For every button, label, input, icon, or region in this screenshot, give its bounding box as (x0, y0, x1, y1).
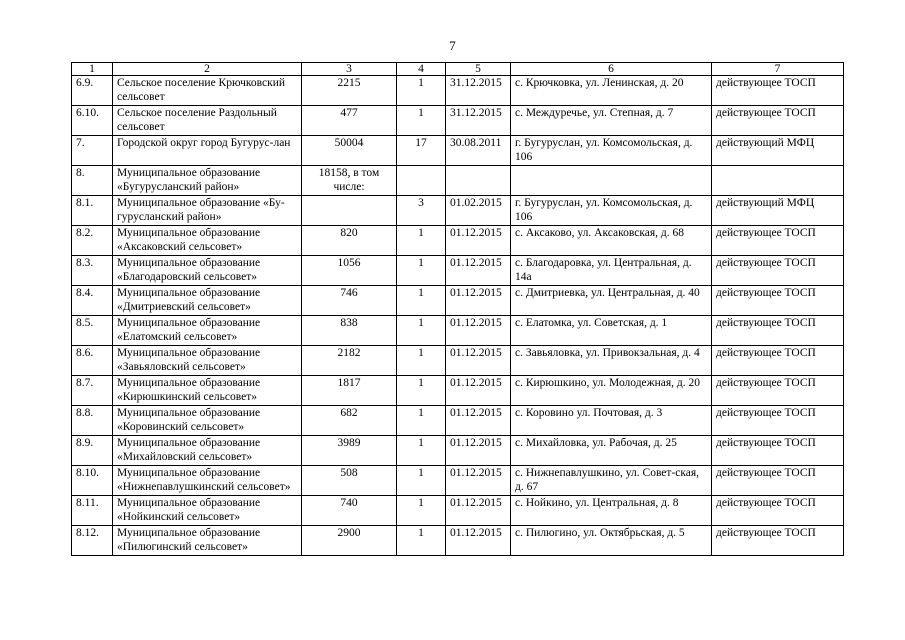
row-number-cell: 8. (72, 166, 113, 196)
header-col-3: 3 (302, 63, 397, 76)
page-number: 7 (449, 38, 456, 53)
population-cell: 2900 (302, 526, 397, 556)
windows-count-cell: 17 (397, 136, 446, 166)
address-cell: с. Пилюгино, ул. Октябрьская, д. 5 (511, 526, 712, 556)
address-cell: с. Елатомка, ул. Советская, д. 1 (511, 316, 712, 346)
table-row (72, 166, 844, 196)
municipality-cell: Муниципальное образование «Нойкинский сельсовет» (113, 496, 302, 526)
status-cell: действующее ТОСП (712, 226, 844, 256)
table-row (72, 466, 844, 496)
municipality-cell: Муниципальное образование «Завьяловский сельсовет» (113, 346, 302, 376)
population-cell: 1056 (302, 256, 397, 286)
status-cell: действующее ТОСП (712, 466, 844, 496)
registry-table (71, 62, 844, 556)
address-cell: г. Бугуруслан, ул. Комсомольская, д. 106 (511, 136, 712, 166)
windows-count-cell: 1 (397, 406, 446, 436)
date-cell: 01.12.2015 (446, 286, 511, 316)
status-cell: действующее ТОСП (712, 526, 844, 556)
windows-count-cell: 1 (397, 316, 446, 346)
date-cell: 30.08.2011 (446, 136, 511, 166)
table-row (72, 436, 844, 466)
row-number-cell: 8.9. (72, 436, 113, 466)
address-cell: с. Нижнепавлушкино, ул. Совет-ская, д. 67 (511, 466, 712, 496)
status-cell: действующий МФЦ (712, 136, 844, 166)
municipality-cell: Муниципальное образование «Елатомский сельсовет» (113, 316, 302, 346)
municipality-cell: Муниципальное образование «Бу-гурусланский район» (113, 196, 302, 226)
population-cell: 838 (302, 316, 397, 346)
date-cell: 01.12.2015 (446, 256, 511, 286)
population-cell: 2215 (302, 76, 397, 106)
row-number-cell: 6.9. (72, 76, 113, 106)
date-cell: 01.12.2015 (446, 496, 511, 526)
date-cell: 01.12.2015 (446, 406, 511, 436)
header-col-5: 5 (446, 63, 511, 76)
date-cell: 01.12.2015 (446, 376, 511, 406)
status-cell: действующее ТОСП (712, 76, 844, 106)
status-cell: действующее ТОСП (712, 406, 844, 436)
table-row (72, 376, 844, 406)
population-cell: 1817 (302, 376, 397, 406)
municipality-cell: Муниципальное образование «Благодаровский сельсовет» (113, 256, 302, 286)
windows-count-cell: 1 (397, 346, 446, 376)
date-cell: 01.12.2015 (446, 466, 511, 496)
row-number-cell: 8.7. (72, 376, 113, 406)
address-cell: с. Междуречье, ул. Степная, д. 7 (511, 106, 712, 136)
municipality-cell: Муниципальное образование «Михайловский сельсовет» (113, 436, 302, 466)
address-cell: г. Бугуруслан, ул. Комсомольская, д. 106 (511, 196, 712, 226)
status-cell: действующий МФЦ (712, 196, 844, 226)
row-number-cell: 6.10. (72, 106, 113, 136)
row-number-cell: 8.3. (72, 256, 113, 286)
municipality-cell: Муниципальное образование «Нижнепавлушкинский сельсовет» (113, 466, 302, 496)
address-cell: с. Аксаково, ул. Аксаковская, д. 68 (511, 226, 712, 256)
table-row (72, 286, 844, 316)
windows-count-cell: 1 (397, 106, 446, 136)
population-cell: 740 (302, 496, 397, 526)
header-col-2: 2 (113, 63, 302, 76)
population-cell (302, 196, 397, 226)
header-col-6: 6 (511, 63, 712, 76)
municipality-cell: Муниципальное образование «Коровинский сельсовет» (113, 406, 302, 436)
municipality-cell: Муниципальное образование «Дмитриевский сельсовет» (113, 286, 302, 316)
table-row (72, 346, 844, 376)
table-row (72, 226, 844, 256)
address-cell: с. Завьяловка, ул. Привокзальная, д. 4 (511, 346, 712, 376)
municipality-cell: Сельское поселение Крючковский сельсовет (113, 76, 302, 106)
status-cell: действующее ТОСП (712, 376, 844, 406)
address-cell: с. Крючковка, ул. Ленинская, д. 20 (511, 76, 712, 106)
status-cell (712, 166, 844, 196)
address-cell: с. Кирюшкино, ул. Молодежная, д. 20 (511, 376, 712, 406)
date-cell: 01.02.2015 (446, 196, 511, 226)
windows-count-cell: 3 (397, 196, 446, 226)
table-row (72, 256, 844, 286)
population-cell: 2182 (302, 346, 397, 376)
table-row (72, 76, 844, 106)
municipality-cell: Муниципальное образование «Бугурусланский район» (113, 166, 302, 196)
population-cell: 682 (302, 406, 397, 436)
status-cell: действующее ТОСП (712, 496, 844, 526)
table-row (72, 316, 844, 346)
row-number-cell: 8.6. (72, 346, 113, 376)
status-cell: действующее ТОСП (712, 346, 844, 376)
address-cell: с. Благодаровка, ул. Центральная, д. 14а (511, 256, 712, 286)
row-number-cell: 8.5. (72, 316, 113, 346)
status-cell: действующее ТОСП (712, 316, 844, 346)
date-cell (446, 166, 511, 196)
table-row (72, 136, 844, 166)
address-cell (511, 166, 712, 196)
population-cell: 508 (302, 466, 397, 496)
table-row (72, 406, 844, 436)
population-cell: 746 (302, 286, 397, 316)
municipality-cell: Сельское поселение Раздольный сельсовет (113, 106, 302, 136)
status-cell: действующее ТОСП (712, 436, 844, 466)
date-cell: 01.12.2015 (446, 316, 511, 346)
row-number-cell: 8.1. (72, 196, 113, 226)
windows-count-cell: 1 (397, 286, 446, 316)
municipality-cell: Городской округ город Бугурус-лан (113, 136, 302, 166)
status-cell: действующее ТОСП (712, 286, 844, 316)
date-cell: 31.12.2015 (446, 76, 511, 106)
address-cell: с. Дмитриевка, ул. Центральная, д. 40 (511, 286, 712, 316)
address-cell: с. Нойкино, ул. Центральная, д. 8 (511, 496, 712, 526)
municipality-cell: Муниципальное образование «Пилюгинский сельсовет» (113, 526, 302, 556)
address-cell: с. Михайловка, ул. Рабочая, д. 25 (511, 436, 712, 466)
windows-count-cell: 1 (397, 226, 446, 256)
windows-count-cell: 1 (397, 436, 446, 466)
row-number-cell: 8.12. (72, 526, 113, 556)
date-cell: 01.12.2015 (446, 226, 511, 256)
date-cell: 31.12.2015 (446, 106, 511, 136)
row-number-cell: 8.8. (72, 406, 113, 436)
population-cell: 3989 (302, 436, 397, 466)
windows-count-cell: 1 (397, 466, 446, 496)
date-cell: 01.12.2015 (446, 346, 511, 376)
table-row (72, 496, 844, 526)
population-cell: 820 (302, 226, 397, 256)
status-cell: действующее ТОСП (712, 106, 844, 136)
address-cell: с. Коровино ул. Почтовая, д. 3 (511, 406, 712, 436)
header-col-4: 4 (397, 63, 446, 76)
population-cell: 50004 (302, 136, 397, 166)
windows-count-cell: 1 (397, 376, 446, 406)
table-row (72, 196, 844, 226)
table-row (72, 526, 844, 556)
row-number-cell: 8.4. (72, 286, 113, 316)
windows-count-cell: 1 (397, 76, 446, 106)
windows-count-cell: 1 (397, 256, 446, 286)
table-row (72, 106, 844, 136)
population-cell: 477 (302, 106, 397, 136)
header-col-7: 7 (712, 63, 844, 76)
municipality-cell: Муниципальное образование «Аксаковский сельсовет» (113, 226, 302, 256)
windows-count-cell (397, 166, 446, 196)
row-number-cell: 8.2. (72, 226, 113, 256)
row-number-cell: 7. (72, 136, 113, 166)
header-col-1: 1 (72, 63, 113, 76)
date-cell: 01.12.2015 (446, 526, 511, 556)
row-number-cell: 8.11. (72, 496, 113, 526)
table-header-row (72, 63, 844, 76)
windows-count-cell: 1 (397, 496, 446, 526)
row-number-cell: 8.10. (72, 466, 113, 496)
municipality-cell: Муниципальное образование «Кирюшкинский сельсовет» (113, 376, 302, 406)
population-cell: 18158, в том числе: (302, 166, 397, 196)
windows-count-cell: 1 (397, 526, 446, 556)
status-cell: действующее ТОСП (712, 256, 844, 286)
date-cell: 01.12.2015 (446, 436, 511, 466)
